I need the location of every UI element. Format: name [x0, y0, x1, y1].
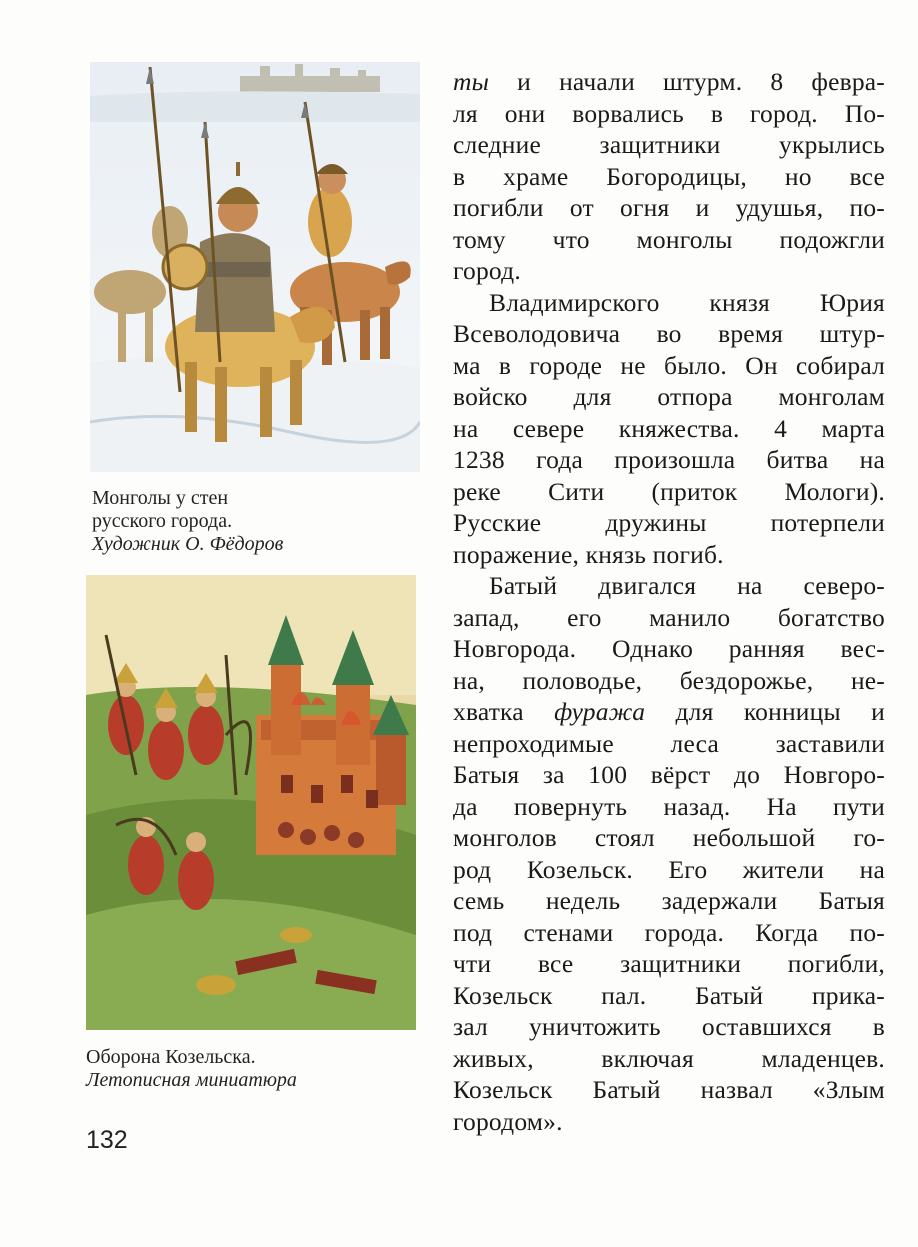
text-run: следние защитники укрылись: [453, 130, 885, 159]
text-run: в храме Богородицы, но все: [453, 161, 885, 191]
text-run: город.: [453, 256, 521, 285]
text-run: род Козельск. Его жители на: [453, 854, 885, 884]
text-run: Козельск Батый назвал «Злым: [453, 1075, 885, 1104]
text-run: ма в городе не было. Он собирал: [453, 350, 885, 380]
text-run: войско для отпора монголам: [453, 382, 885, 411]
text-run: на севере княжества. 4 марта: [453, 413, 885, 443]
text-line: [453, 444, 885, 476]
caption-credit: Летописная миниатюра: [86, 1069, 297, 1091]
text-run: на, половодье, бездорожье, не-: [453, 665, 885, 695]
text-line: [453, 1043, 885, 1075]
text-line: [453, 66, 885, 98]
text-line: [453, 98, 885, 130]
body-text: [453, 66, 885, 1137]
text-run: монголов стоял небольшой го-: [453, 823, 885, 852]
text-run: поражение, князь погиб.: [453, 539, 724, 569]
text-run: запад, его манило богатство: [453, 602, 885, 632]
text-line: [453, 507, 885, 539]
text-line: [453, 759, 885, 791]
text-run: чти все защитники погибли,: [453, 949, 885, 978]
text-run: да повернуть назад. На пути: [453, 791, 885, 821]
text-run: Батый двигался на северо-: [489, 571, 885, 600]
text-line: [453, 822, 885, 854]
text-line: [453, 255, 885, 287]
text-run: Новгорода. Однако ранняя вес-: [453, 634, 885, 663]
text-run: Владимирского князя Юрия: [489, 287, 885, 317]
text-run: тому что монголы подожгли: [453, 224, 885, 254]
figure-caption: [86, 1046, 416, 1092]
caption-line: русского города.: [92, 510, 233, 532]
text-line: [453, 161, 885, 193]
italic-term: фуража: [554, 697, 646, 726]
text-run: городом».: [453, 1106, 563, 1136]
text-line: [453, 476, 885, 508]
text-line: [453, 602, 885, 634]
caption-line: Монголы у стен: [92, 487, 229, 509]
text-run: погибли от огня и удушья, по-: [453, 193, 885, 222]
text-line: [453, 885, 885, 917]
figure-caption: [92, 487, 422, 556]
text-line: [453, 224, 885, 256]
text-line: [453, 948, 885, 980]
text-run: Батыя за 100 вёрст до Новгоро-: [453, 760, 885, 789]
text-line: [453, 287, 885, 319]
text-run: Козельск пал. Батый прика-: [453, 980, 885, 1010]
text-line: [453, 318, 885, 350]
text-line: [453, 696, 885, 728]
text-run: хватка: [453, 697, 555, 726]
text-line: [453, 1074, 885, 1106]
text-line: [453, 980, 885, 1012]
text-run: ля они ворвались в город. По-: [453, 98, 885, 128]
text-line: [453, 633, 885, 665]
text-run: живых, включая младенцев.: [453, 1043, 885, 1073]
text-line: [453, 1106, 885, 1138]
illustration-defence-of-kozelsk: [86, 575, 416, 1030]
text-run: 1238 года произошла битва на: [453, 445, 885, 474]
text-line: [453, 413, 885, 445]
text-line: [453, 350, 885, 382]
italic-term: ты: [453, 67, 490, 96]
text-run: и начали штурм. 8 февра-: [489, 67, 885, 96]
text-run: реке Сити (приток Мологи).: [453, 476, 885, 506]
text-run: зал уничтожить оставшихся в: [453, 1012, 885, 1041]
caption-credit: Художник О. Фёдоров: [92, 533, 284, 555]
text-line: [453, 665, 885, 697]
text-run: Русские дружины потерпели: [453, 508, 885, 537]
caption-line: Оборона Козельска.: [86, 1046, 256, 1068]
text-run: семь недель задержали Батыя: [453, 886, 885, 915]
text-line: [453, 728, 885, 760]
text-line: [453, 381, 885, 413]
page-number: 132: [86, 1126, 128, 1154]
text-line: [453, 570, 885, 602]
text-run: Всеволодовича во время штур-: [453, 319, 885, 348]
text-line: [453, 129, 885, 161]
text-line: [453, 539, 885, 571]
text-run: для конницы и: [645, 697, 885, 726]
text-line: [453, 192, 885, 224]
text-line: [453, 1011, 885, 1043]
text-line: [453, 854, 885, 886]
illustration-mongols-at-city-walls: [90, 62, 420, 472]
text-run: под стенами города. Когда по-: [453, 917, 885, 947]
text-line: [453, 791, 885, 823]
text-line: [453, 917, 885, 949]
text-run: непроходимые леса заставили: [453, 728, 885, 758]
